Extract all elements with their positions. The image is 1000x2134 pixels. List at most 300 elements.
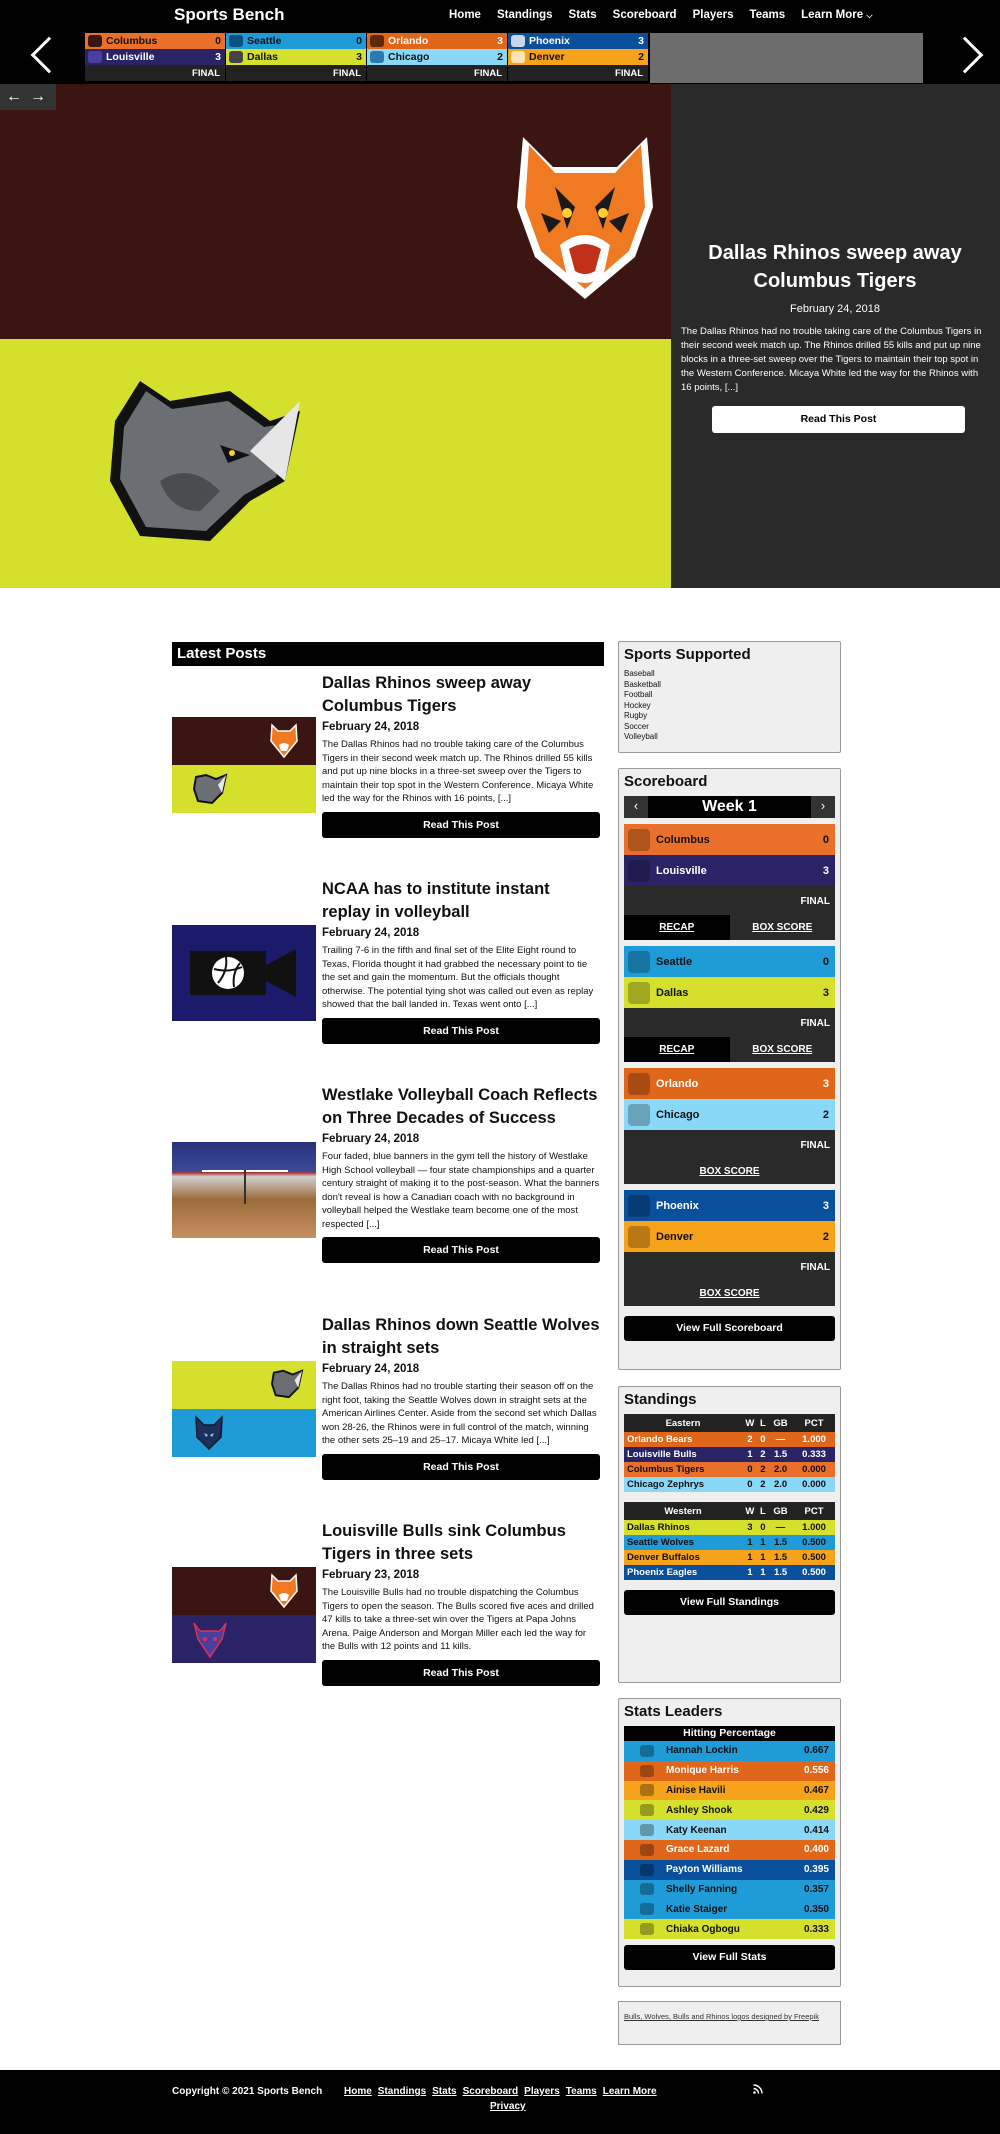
- win-pct: 0.000: [802, 1479, 826, 1490]
- team-name: Louisville: [656, 864, 707, 877]
- footer-link-standings[interactable]: Standings: [377, 2086, 427, 2097]
- column-header: PCT: [793, 1502, 835, 1520]
- post-excerpt: Four faded, blue banners in the gym tell the history of Westlake High School volleyball — four state championships and a quarter century straight of making it to the post-season. What the banners don't reveal is how a Canadian coach with no background in volleyball helped the Westlake team become one of the most respected [...]: [322, 1151, 600, 1230]
- player-name: Chiaka Ogbogu: [666, 1923, 740, 1935]
- post-thumbnail[interactable]: [172, 925, 316, 1021]
- team-score: 3: [822, 1077, 829, 1090]
- post-title[interactable]: Louisville Bulls sink Columbus Tigers in three sets: [322, 1522, 566, 1563]
- scoreboard-game: [624, 824, 835, 940]
- team-logo-icon: [640, 1923, 654, 1935]
- leader-row[interactable]: [624, 1761, 835, 1781]
- ticker-score: 0: [215, 35, 221, 47]
- player-name: Ainise Havili: [666, 1784, 726, 1796]
- ticker-score: 2: [638, 51, 644, 63]
- game-status: FINAL: [624, 886, 835, 915]
- hero-excerpt: The Dallas Rhinos had no trouble taking care of the Columbus Tigers in their second week match up. The Rhinos drilled 55 kills and put up nine blocks in a three-set sweep over the Tigers to maintain their top spot in the Western Conference. Micaya White led the way for the Rhinos with 16 points, [...]: [681, 326, 982, 393]
- wins: 1: [747, 1449, 753, 1460]
- hero-read-button[interactable]: Read This Post: [712, 406, 965, 433]
- ticker-team-name: Louisville: [106, 51, 155, 63]
- box-score-link[interactable]: BOX SCORE: [699, 1166, 760, 1177]
- standings-row[interactable]: [624, 1477, 835, 1492]
- win-pct: 0.500: [802, 1537, 826, 1548]
- team-logo-icon: [640, 1903, 654, 1915]
- conference-name: Eastern: [624, 1414, 742, 1432]
- scoreboard-game: [624, 1068, 835, 1184]
- widget-title: Sports Supported: [624, 646, 751, 663]
- chevron-right-icon[interactable]: [947, 37, 984, 74]
- top-bar: [0, 0, 1000, 84]
- sport-item[interactable]: Rugby: [624, 711, 648, 720]
- games-back: 1.5: [773, 1552, 788, 1563]
- nav-scoreboard[interactable]: Scoreboard: [612, 9, 677, 21]
- rhino-logo-icon: [270, 1367, 304, 1399]
- wins: 3: [747, 1522, 753, 1533]
- leader-row[interactable]: [624, 1741, 835, 1761]
- ticker-team-name: Seattle: [247, 35, 282, 47]
- player-name: Ashley Shook: [666, 1804, 733, 1816]
- post-title[interactable]: Dallas Rhinos down Seattle Wolves in straight sets: [322, 1316, 600, 1357]
- team-logo-icon: [628, 1226, 650, 1248]
- team-logo-icon: [628, 860, 650, 882]
- post-excerpt: The Louisville Bulls had no trouble dispatching the Columbus Tigers to open the season. The Bulls scored five aces and drilled 47 kills to take a three-set win over the Tigers at Papa Johns Arena. Paige Anderson and Morgan Miller each led the way for the Bulls with 12 points and 11 kills.: [322, 1587, 594, 1652]
- team-logo-icon: [628, 1104, 650, 1126]
- ticker-score: 3: [497, 35, 503, 47]
- copyright: Copyright © 2021 Sports Bench: [172, 2086, 323, 2097]
- ticker-team-row: [226, 49, 366, 65]
- chevron-right-icon[interactable]: ›: [811, 796, 835, 818]
- losses: 2: [760, 1464, 766, 1475]
- bull-logo-icon: [88, 51, 102, 63]
- zephyr-logo-icon: [370, 51, 384, 63]
- wins: 1: [747, 1537, 753, 1548]
- losses: 2: [760, 1449, 766, 1460]
- nav-home[interactable]: Home: [449, 9, 481, 21]
- standings-row[interactable]: [624, 1535, 835, 1550]
- team-name: Columbus Tigers: [627, 1464, 705, 1475]
- ticker-status: FINAL: [508, 65, 648, 81]
- team-score: 2: [822, 1230, 829, 1243]
- wins: 1: [747, 1567, 753, 1578]
- tiger-logo-icon: [88, 35, 102, 47]
- leader-row[interactable]: [624, 1860, 835, 1880]
- footer-link-stats[interactable]: Stats: [432, 2086, 457, 2097]
- scoreboard-team-row[interactable]: [624, 1190, 835, 1221]
- wins: 2: [747, 1434, 753, 1445]
- box-score-link[interactable]: BOX SCORE: [752, 922, 813, 933]
- scoreboard-game: [624, 1190, 835, 1306]
- scoreboard-team-row[interactable]: [624, 855, 835, 886]
- scoreboard-team-row[interactable]: [624, 1099, 835, 1130]
- ticker-team-name: Dallas: [247, 51, 278, 63]
- post-title[interactable]: NCAA has to institute instant replay in volleyball: [322, 880, 550, 921]
- site-brand[interactable]: Sports Bench: [174, 5, 285, 24]
- stat-value: 0.350: [803, 1903, 829, 1915]
- win-pct: 0.500: [802, 1552, 826, 1563]
- scoreboard-game: [624, 946, 835, 1062]
- sport-item[interactable]: Volleyball: [624, 732, 658, 741]
- team-name: Chicago: [656, 1108, 700, 1121]
- games-back: 2.0: [773, 1464, 788, 1475]
- ticker-team-row: [367, 33, 507, 49]
- ticker-team-row: [508, 49, 648, 65]
- player-name: Payton Williams: [666, 1864, 743, 1876]
- chevron-left-icon[interactable]: ‹: [624, 796, 648, 818]
- team-score: 3: [822, 986, 829, 999]
- win-pct: 1.000: [802, 1522, 826, 1533]
- post-thumbnail[interactable]: [172, 1361, 316, 1457]
- ticker-game[interactable]: [508, 33, 648, 81]
- post-date: February 24, 2018: [322, 721, 420, 733]
- team-score: 0: [822, 955, 829, 968]
- scoreboard-games: [624, 824, 835, 1306]
- rhino-logo-icon: [100, 361, 305, 551]
- bear-logo-icon: [370, 35, 384, 47]
- stat-value: 0.357: [803, 1883, 829, 1895]
- ticker-team-name: Denver: [529, 51, 565, 63]
- team-logo-icon: [640, 1824, 654, 1836]
- team-name: Seattle Wolves: [627, 1537, 694, 1548]
- losses: 1: [760, 1552, 766, 1563]
- eagle-logo-icon: [511, 35, 525, 47]
- stat-value: 0.556: [803, 1765, 829, 1777]
- sport-item[interactable]: Baseball: [624, 669, 655, 678]
- wolf-logo-icon: [229, 35, 243, 47]
- scoreboard-widget: [618, 768, 841, 1370]
- box-score-link[interactable]: BOX SCORE: [752, 1044, 813, 1055]
- post-body: [322, 1314, 600, 1480]
- footer-links: [344, 2086, 657, 2097]
- win-pct: 0.333: [802, 1449, 826, 1460]
- post-excerpt: The Dallas Rhinos had no trouble taking care of the Columbus Tigers in their second week match up. The Rhinos drilled 55 kills and put up nine blocks in a three-set sweep over the Tigers to maintain their top spot in the Western Conference. Micaya White led the way for the Rhinos with 16 points, [...]: [322, 739, 594, 804]
- leader-row[interactable]: [624, 1880, 835, 1900]
- player-name: Monique Harris: [666, 1765, 739, 1777]
- main-nav: [449, 9, 872, 21]
- games-back: 1.5: [773, 1537, 788, 1548]
- player-name: Katy Keenan: [666, 1824, 727, 1836]
- read-post-button[interactable]: Read This Post: [322, 1237, 600, 1263]
- hero-date: February 24, 2018: [790, 303, 880, 315]
- team-name: Louisville Bulls: [627, 1449, 697, 1460]
- standings-row[interactable]: [624, 1550, 835, 1565]
- team-logo-icon: [640, 1844, 654, 1856]
- wins: 0: [747, 1464, 753, 1475]
- view-full-standings-button[interactable]: View Full Standings: [624, 1590, 835, 1615]
- read-post-button[interactable]: Read This Post: [322, 812, 600, 838]
- stat-value: 0.414: [803, 1824, 829, 1836]
- nav-standings[interactable]: Standings: [496, 9, 553, 21]
- post-body: [322, 1084, 600, 1263]
- footer-link-privacy[interactable]: Privacy: [490, 2101, 526, 2112]
- leader-row[interactable]: [624, 1840, 835, 1860]
- games-back: 2.0: [773, 1479, 788, 1490]
- game-status: FINAL: [624, 1008, 835, 1037]
- stat-value: 0.429: [803, 1804, 829, 1816]
- ticker-score: 2: [497, 51, 503, 63]
- standings-row[interactable]: [624, 1565, 835, 1580]
- footer-link-learn-more[interactable]: Learn More: [602, 2086, 657, 2097]
- team-logo-icon: [628, 951, 650, 973]
- game-links: [624, 1281, 835, 1306]
- post-date: February 24, 2018: [322, 1363, 420, 1375]
- nav-learn-more-label: Learn More: [801, 9, 864, 21]
- team-name: Seattle: [656, 955, 693, 968]
- team-logo-icon: [640, 1784, 654, 1796]
- ticker-team-row: [508, 33, 648, 49]
- losses: 2: [760, 1479, 766, 1490]
- view-full-stats-button[interactable]: View Full Stats: [624, 1945, 835, 1970]
- footer-link-players[interactable]: Players: [524, 2086, 560, 2097]
- widget-title: Stats Leaders: [624, 1703, 723, 1720]
- leader-row[interactable]: [624, 1919, 835, 1939]
- buffalo-logo-icon: [511, 51, 525, 63]
- losses: 0: [760, 1434, 766, 1445]
- ticker-game[interactable]: [367, 33, 507, 81]
- team-name: Dallas: [656, 986, 689, 999]
- standings-row[interactable]: [624, 1520, 835, 1535]
- week-label: Week 1: [702, 798, 757, 815]
- team-logo-icon: [640, 1864, 654, 1876]
- wins: 0: [747, 1479, 753, 1490]
- win-pct: 1.000: [802, 1434, 826, 1445]
- stat-value: 0.395: [803, 1864, 829, 1876]
- losses: 0: [760, 1522, 766, 1533]
- post-date: February 24, 2018: [322, 927, 420, 939]
- wolf-logo-icon: [194, 1415, 224, 1451]
- read-post-button[interactable]: Read This Post: [322, 1454, 600, 1480]
- column-header: PCT: [793, 1414, 835, 1432]
- ticker-team-name: Columbus: [106, 35, 158, 47]
- box-score-link[interactable]: BOX SCORE: [699, 1288, 760, 1299]
- read-post-button[interactable]: Read This Post: [322, 1660, 600, 1686]
- team-name: Denver Buffalos: [627, 1552, 700, 1563]
- team-logo-icon: [628, 829, 650, 851]
- team-logo-icon: [640, 1883, 654, 1895]
- week-selector: [624, 796, 835, 818]
- game-links: [624, 1159, 835, 1184]
- column-header: W: [742, 1414, 758, 1432]
- tiger-logo-icon: [270, 1573, 298, 1609]
- games-back: 1.5: [773, 1449, 788, 1460]
- game-status: FINAL: [624, 1252, 835, 1281]
- team-logo-icon: [628, 1195, 650, 1217]
- post-date: February 24, 2018: [322, 1133, 420, 1145]
- stat-value: 0.467: [803, 1784, 829, 1796]
- player-name: Shelly Fanning: [666, 1883, 738, 1895]
- ticker-team-name: Phoenix: [529, 35, 570, 47]
- standings-row[interactable]: [624, 1447, 835, 1462]
- standings-tables: [624, 1414, 835, 1580]
- rss-icon[interactable]: [753, 2084, 763, 2094]
- hero-slider-controls: [0, 84, 56, 110]
- post-title[interactable]: Dallas Rhinos sweep away Columbus Tigers: [322, 674, 532, 715]
- standings-header-row: [624, 1502, 835, 1520]
- latest-posts-heading: Latest Posts: [172, 642, 604, 666]
- sport-item[interactable]: Soccer: [624, 721, 649, 731]
- ticker-score: 3: [215, 51, 221, 63]
- sports-supported-widget: [618, 641, 841, 753]
- team-logo-icon: [640, 1745, 654, 1757]
- games-back: —: [775, 1522, 786, 1533]
- stat-value: 0.667: [803, 1745, 829, 1757]
- losses: 1: [760, 1537, 766, 1548]
- team-name: Phoenix Eagles: [627, 1567, 698, 1578]
- losses: 1: [760, 1567, 766, 1578]
- leader-row[interactable]: [624, 1899, 835, 1919]
- tiger-logo-icon: [505, 117, 665, 302]
- scoreboard-team-row[interactable]: [624, 977, 835, 1008]
- post-excerpt: Trailing 7-6 in the fifth and final set of the Elite Eight round to Texas, Florida thought it had grabbed the necessary point to tie the set and gain the momentum. But the officials thought otherwise. The potential tying shot was called out even as replay showed that the ball landed in. Texas went onto [...]: [322, 945, 594, 1010]
- ticker-score: 3: [638, 35, 644, 47]
- scoreboard-team-row[interactable]: [624, 946, 835, 977]
- post-body: [322, 1520, 600, 1686]
- post-thumbnail[interactable]: [172, 1567, 316, 1663]
- ticker-score: 0: [356, 35, 362, 47]
- post-body: [322, 878, 600, 1044]
- scoreboard-team-row[interactable]: [624, 1068, 835, 1099]
- footer-link-teams[interactable]: Teams: [565, 2086, 597, 2097]
- ticker-team-name: Chicago: [388, 51, 430, 63]
- ticker-team-row: [85, 49, 225, 65]
- team-name: Orlando: [656, 1077, 699, 1090]
- leaders-list: [624, 1741, 835, 1939]
- team-logo-icon: [640, 1765, 654, 1777]
- stat-value: 0.333: [803, 1923, 829, 1935]
- recap-link[interactable]: RECAP: [624, 1037, 730, 1062]
- leader-row[interactable]: [624, 1781, 835, 1801]
- footer: [0, 2070, 1000, 2134]
- games-back: 1.5: [773, 1567, 788, 1578]
- hero-text-panel: [671, 84, 1000, 588]
- score-ticker: [85, 33, 649, 81]
- widget-title: Scoreboard: [624, 773, 708, 790]
- team-name: Chicago Zephrys: [627, 1479, 705, 1490]
- chevron-left-icon[interactable]: [31, 37, 68, 74]
- chevron-down-icon: ⌵: [866, 11, 873, 20]
- nav-stats[interactable]: Stats: [568, 9, 597, 21]
- recap-link[interactable]: RECAP: [624, 915, 730, 940]
- ticker-team-row: [85, 33, 225, 49]
- ticker-game[interactable]: [226, 33, 366, 81]
- player-name: Hannah Lockin: [666, 1745, 738, 1757]
- team-logo-icon: [640, 1804, 654, 1816]
- team-score: 0: [822, 833, 829, 846]
- tiger-logo-icon: [270, 723, 298, 759]
- team-name: Orlando Bears: [627, 1434, 693, 1445]
- sports-list: [624, 669, 835, 743]
- sport-item[interactable]: Hockey: [624, 700, 651, 710]
- team-name: Dallas Rhinos: [627, 1522, 690, 1533]
- game-links: [624, 915, 835, 940]
- conference-name: Western: [624, 1502, 742, 1520]
- game-links: [624, 1037, 835, 1062]
- game-status: FINAL: [624, 1130, 835, 1159]
- post-thumbnail[interactable]: [172, 717, 316, 813]
- ticker-team-name: Orlando: [388, 35, 429, 47]
- team-logo-icon: [628, 1073, 650, 1095]
- ticker-status: FINAL: [367, 65, 507, 81]
- team-name: Phoenix: [656, 1199, 699, 1212]
- nav-players[interactable]: Players: [692, 9, 734, 21]
- leader-row[interactable]: [624, 1820, 835, 1840]
- arrow-right-icon[interactable]: →: [30, 88, 46, 105]
- stats-leaders-widget: [618, 1698, 841, 1987]
- sport-item[interactable]: Football: [624, 690, 653, 699]
- hero-image-bottom: [0, 339, 671, 588]
- team-logo-icon: [628, 982, 650, 1004]
- wins: 1: [747, 1552, 753, 1563]
- rhino-logo-icon: [192, 771, 228, 805]
- player-name: Katie Staiger: [666, 1903, 728, 1915]
- scoreboard-team-row[interactable]: [624, 1221, 835, 1252]
- ticker-team-row: [226, 33, 366, 49]
- nav-teams[interactable]: Teams: [749, 9, 786, 21]
- team-name: Denver: [656, 1230, 694, 1243]
- scoreboard-team-row[interactable]: [624, 824, 835, 855]
- ticker-status: FINAL: [85, 65, 225, 81]
- post-thumbnail[interactable]: [172, 1142, 316, 1238]
- hero-slider: [0, 84, 1000, 588]
- net-pole: [244, 1170, 246, 1204]
- team-score: 3: [822, 864, 829, 877]
- column-header: GB: [768, 1414, 793, 1432]
- player-name: Grace Lazard: [666, 1844, 730, 1856]
- hero-title[interactable]: Dallas Rhinos sweep away Columbus Tigers: [708, 242, 962, 292]
- win-pct: 0.500: [802, 1567, 826, 1578]
- ticker-status: FINAL: [226, 65, 366, 81]
- ticker-game[interactable]: [85, 33, 225, 81]
- standings-table: [624, 1502, 835, 1580]
- team-name: Columbus: [656, 833, 710, 846]
- bull-logo-icon: [192, 1619, 228, 1659]
- standings-row[interactable]: [624, 1432, 835, 1447]
- column-header: L: [758, 1502, 768, 1520]
- ticker-score: 3: [356, 51, 362, 63]
- widget-title: Standings: [624, 1391, 697, 1408]
- standings-table: [624, 1414, 835, 1492]
- team-score: 3: [822, 1199, 829, 1212]
- ticker-team-row: [367, 49, 507, 65]
- post-body: [322, 672, 600, 838]
- post-excerpt: The Dallas Rhinos had no trouble starting their season off on the right foot, taking the Seattle Wolves down in straight sets at the American Airlines Center. Aside from the second set which Dallas won 28-26, the Rhinos were in full control of the match, winning the other sets 25–19 and 25–17. Micaya White led [...]: [322, 1381, 597, 1446]
- logo-credit-link[interactable]: Bulls, Wolves, Bulls and Rhinos logos designed by Freepik: [618, 2001, 841, 2045]
- standings-widget: [618, 1386, 841, 1683]
- footer-link-scoreboard[interactable]: Scoreboard: [462, 2086, 519, 2097]
- video-camera-icon: [190, 943, 298, 1003]
- ticker-empty-slot: [650, 33, 923, 83]
- standings-header-row: [624, 1414, 835, 1432]
- post-title[interactable]: Westlake Volleyball Coach Reflects on Three Decades of Success: [322, 1086, 598, 1127]
- post-date: February 23, 2018: [322, 1569, 420, 1581]
- view-full-scoreboard-button[interactable]: View Full Scoreboard: [624, 1316, 835, 1341]
- sport-item[interactable]: Basketball: [624, 679, 661, 689]
- rhino-logo-icon: [229, 51, 243, 63]
- team-score: 2: [822, 1108, 829, 1121]
- stat-value: 0.400: [803, 1844, 829, 1856]
- leader-row[interactable]: [624, 1800, 835, 1820]
- games-back: —: [775, 1434, 786, 1445]
- column-header: GB: [768, 1502, 793, 1520]
- arrow-left-icon[interactable]: ←: [6, 88, 22, 105]
- standings-row[interactable]: [624, 1462, 835, 1477]
- footer-link-home[interactable]: Home: [344, 2086, 372, 2097]
- hero-image-top: [0, 84, 671, 339]
- stat-category: Hitting Percentage: [624, 1726, 835, 1741]
- column-header: L: [758, 1414, 768, 1432]
- win-pct: 0.000: [802, 1464, 826, 1475]
- column-header: W: [742, 1502, 758, 1520]
- nav-learn-more[interactable]: [801, 9, 872, 21]
- read-post-button[interactable]: Read This Post: [322, 1018, 600, 1044]
